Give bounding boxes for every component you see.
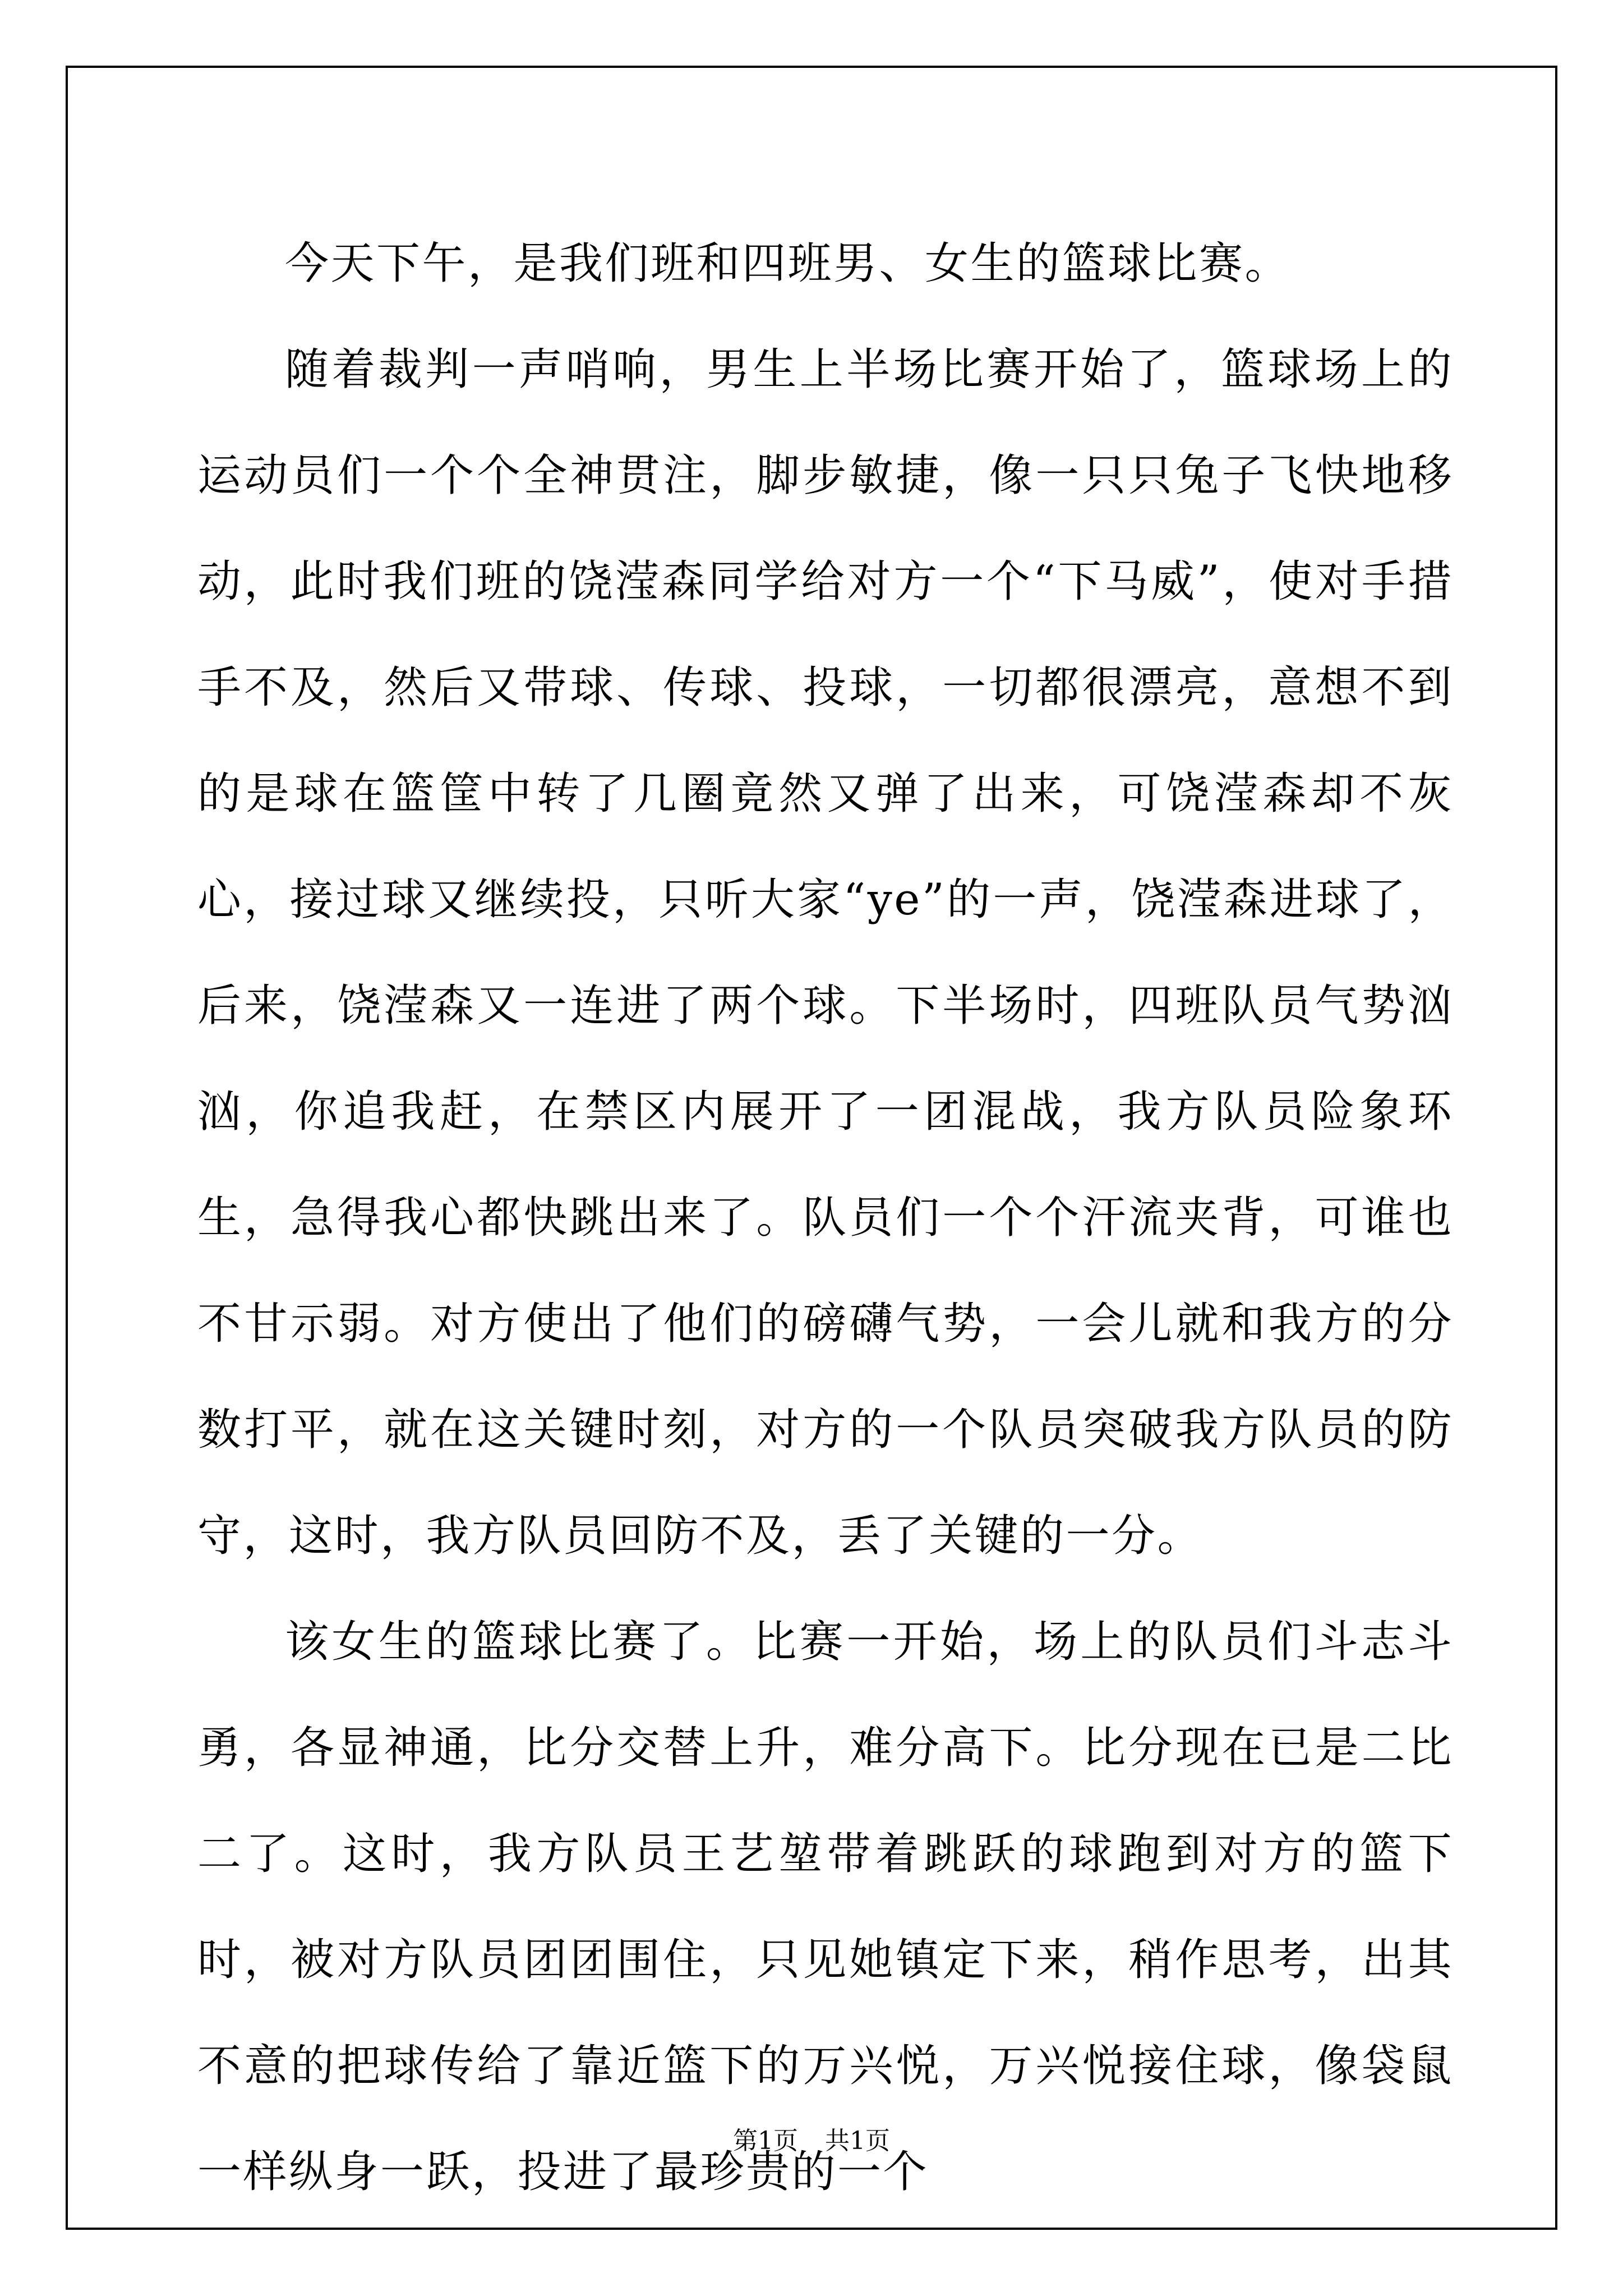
paragraph-1: 今天下午，是我们班和四班男、女生的篮球比赛。 bbox=[285, 238, 1291, 289]
page-footer bbox=[0, 2120, 1623, 2156]
page-total: 共1页 bbox=[825, 2127, 890, 2155]
paragraph-3: 该女生的篮球比赛了。比赛一开始，场上的队员们斗志斗勇，各显神通，比分交替上升，难分高下。比分现在已是二比二了。这时，我方队员王艺堃带着跳跃的球跑到对方的篮下时，被对方队员团团围住，只见她镇定下来，稍作思考，出其不意的把球传给了靠近篮下的万兴悦，万兴悦接住球，像袋鼠一样纵身一跃，投进了最珍贵的一个 bbox=[197, 1617, 1454, 2197]
document-body bbox=[197, 211, 1454, 2225]
paragraph-2: 随着裁判一声哨响，男生上半场比赛开始了，篮球场上的运动员们一个个全神贯注，脚步敏捷，像一只只兔子飞快地移动，此时我们班的饶滢森同学给对方一个“下马威”，使对手措手不及，然后又带球、传球、投球，一切都很漂亮，意想不到的是球在篮筐中转了几圈竟然又弹了出来，可饶滢森却不灰心，接过球又继续投，只听大家“ye”的一声，饶滢森进球了，后来，饶滢森又一连进了两个球。下半场时，四班队员气势汹汹，你追我赶，在禁区内展开了一团混战，我方队员险象环生，急得我心都快跳出来了。队员们一个个汗流夹背，可谁也不甘示弱。对方使出了他们的磅礴气势，一会儿就和我方的分数打平，就在这关键时刻，对方的一个队员突破我方队员的防守，这时，我方队员回防不及，丢了关键的一分。 bbox=[197, 344, 1454, 1561]
page-number: 第1页 bbox=[733, 2127, 798, 2155]
